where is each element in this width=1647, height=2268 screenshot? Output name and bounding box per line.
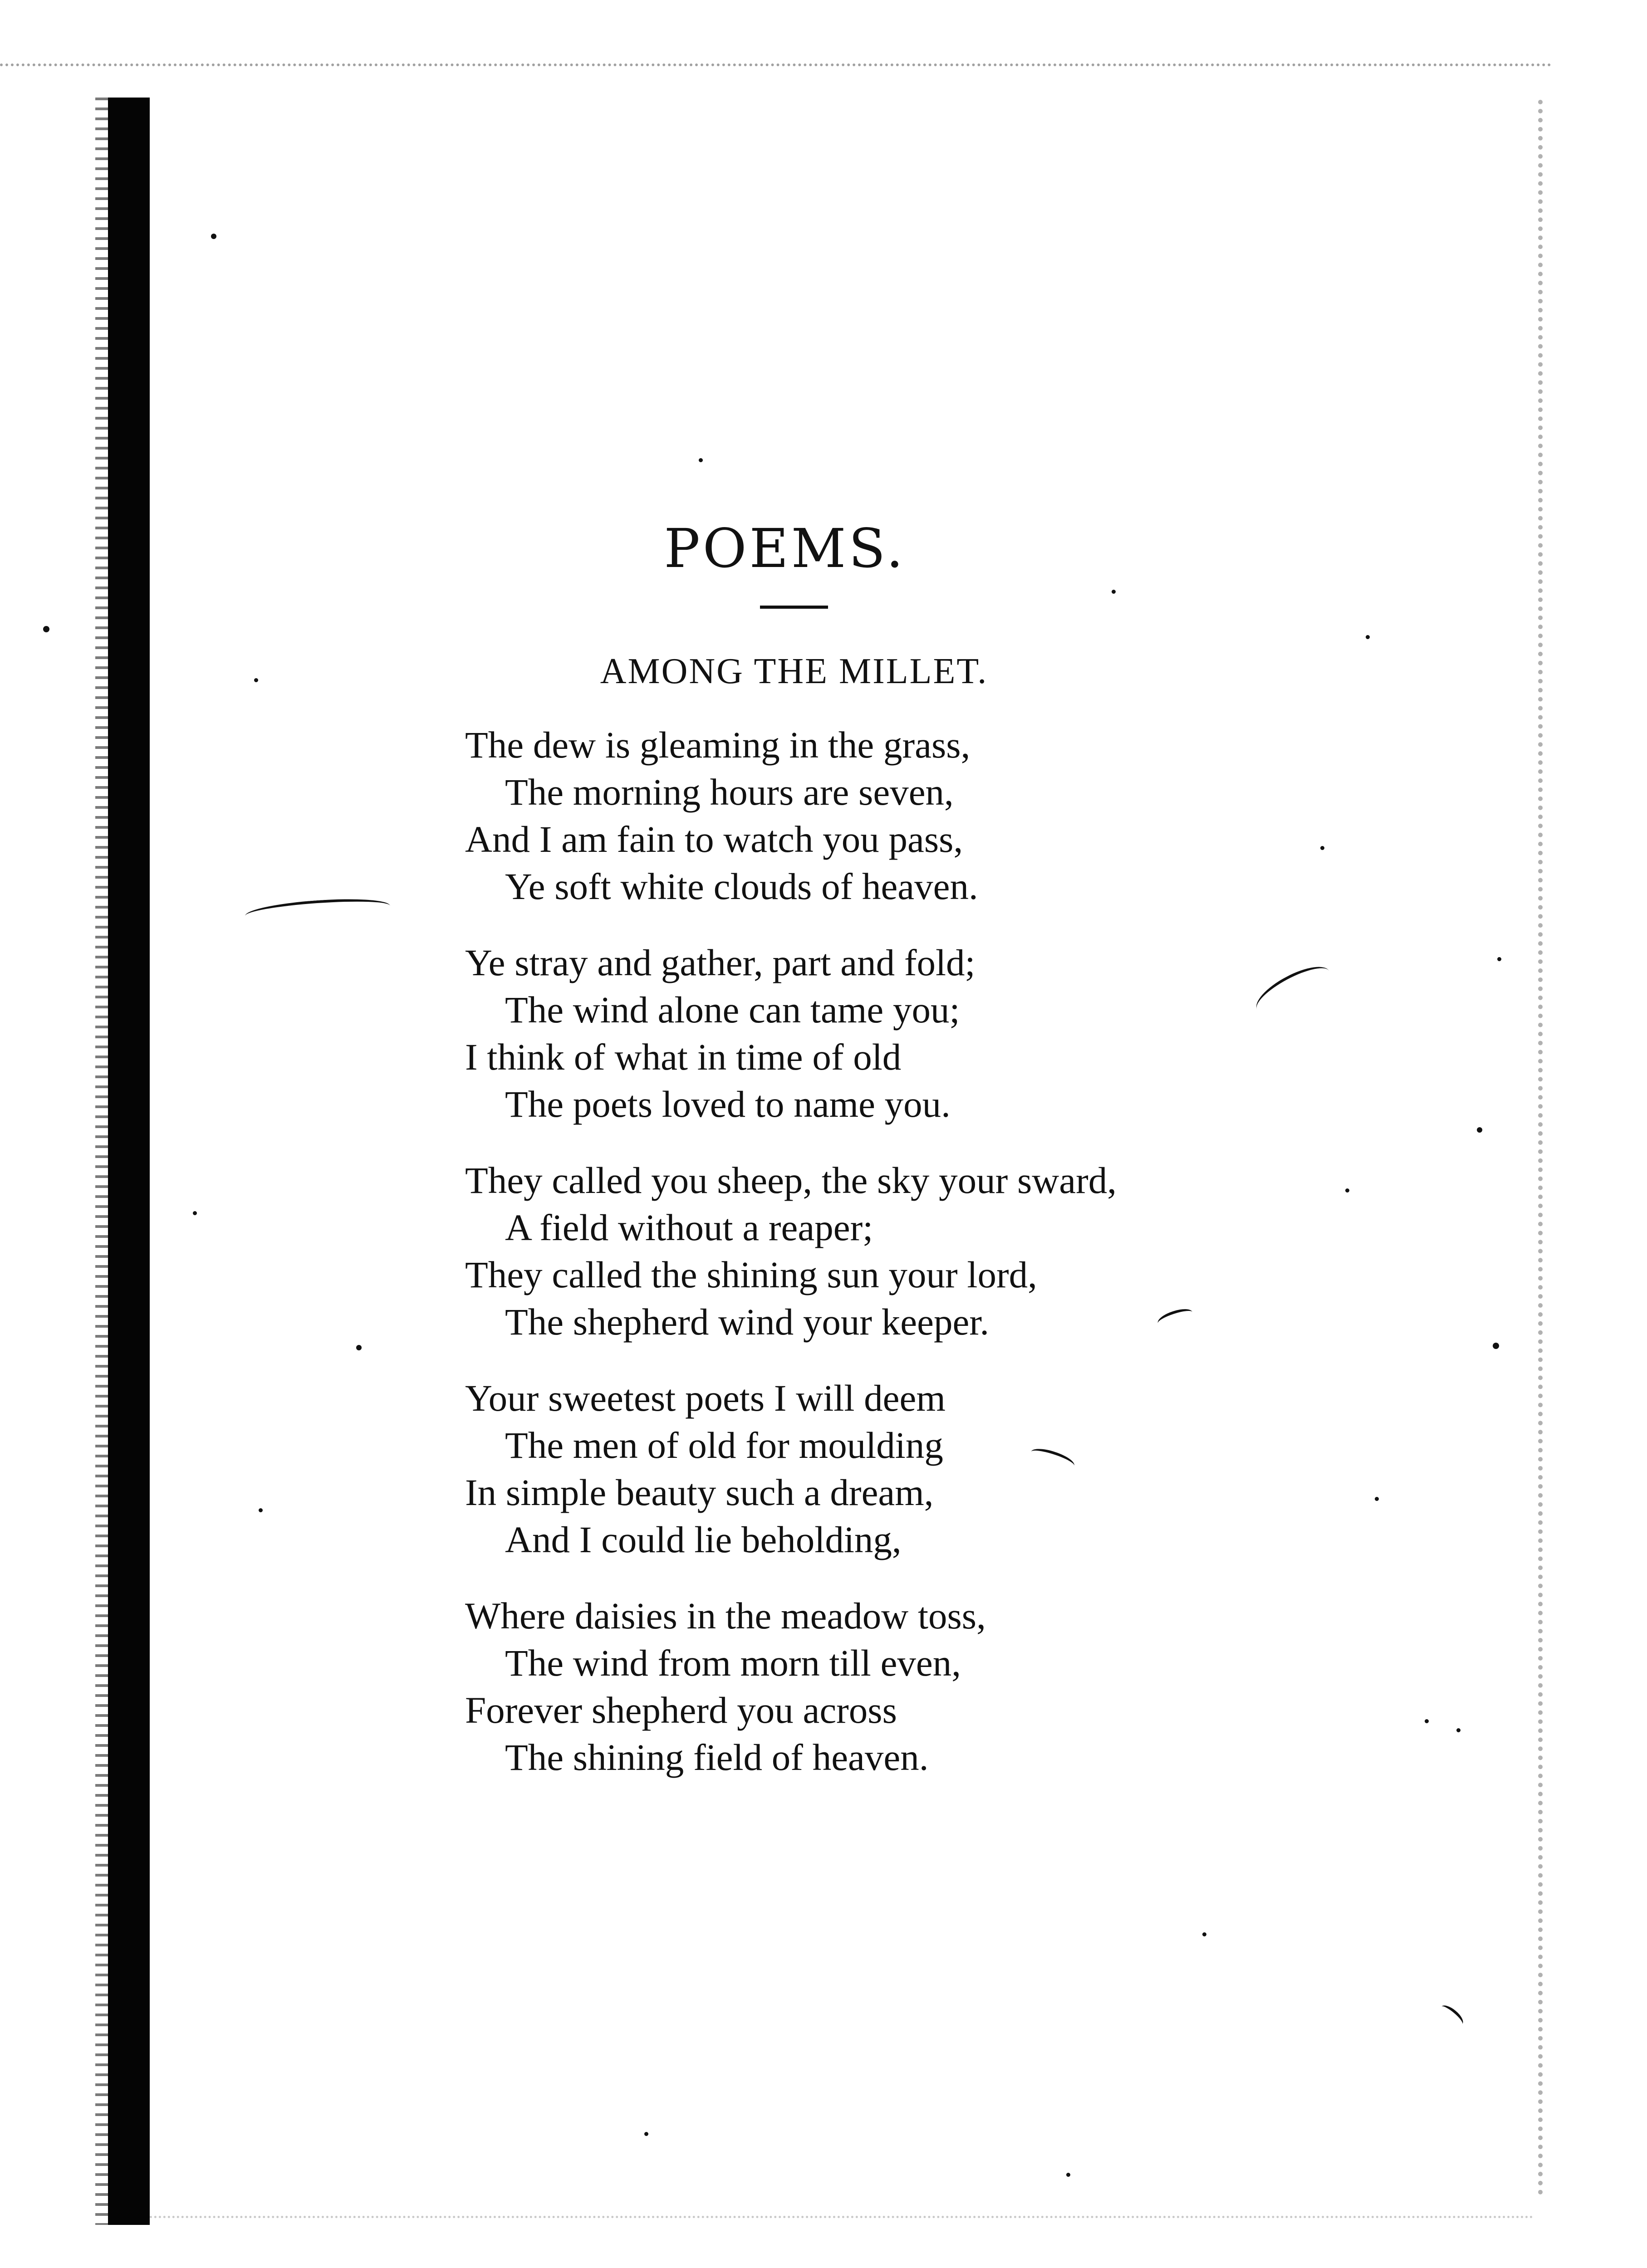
poem-line: Ye soft white clouds of heaven. [505,865,978,907]
ink-speck [1345,1188,1349,1193]
poem-line: They called you sheep, the sky your sward, [465,1159,1117,1201]
stanza-3 [465,1157,1236,1345]
stanza-1 [465,721,1236,910]
ink-speck [699,458,703,462]
poem-line: Where daisies in the meadow toss, [465,1595,986,1637]
poem-line: The men of old for moulding [505,1424,943,1466]
ink-speck [1066,2173,1070,2177]
ink-speck [1456,1728,1461,1732]
poem-line: The dew is gleaming in the grass, [465,724,971,766]
ink-speck [1202,1932,1206,1936]
ink-stroke-mark [245,895,391,926]
ink-speck [43,626,49,632]
ink-stroke-mark [1438,2002,1466,2028]
ink-speck [644,2132,648,2136]
ink-speck [1493,1343,1499,1349]
poem-title: AMONG THE MILLET. [600,651,988,691]
poem-line: The morning hours are seven, [505,771,954,813]
poem-line: A field without a reaper; [505,1207,873,1248]
poem-line: Ye stray and gather, part and fold; [465,942,975,983]
ink-speck [193,1211,197,1215]
ink-speck [254,678,258,682]
stanza-5 [465,1592,1236,1781]
ink-speck [356,1345,362,1350]
poem-line: In simple beauty such a dream, [465,1471,934,1513]
ink-speck [1112,590,1116,594]
poem-line: The shepherd wind your keeper. [505,1301,990,1343]
heading-rule [760,606,828,609]
ink-speck [259,1508,263,1512]
ink-speck [211,234,216,239]
poem-line: I think of what in time of old [465,1036,902,1078]
page-edge-bottom [136,2216,1534,2218]
stanza-4 [465,1374,1236,1563]
poem-body [465,721,1236,1810]
ink-speck [1320,846,1324,850]
page-edge-right [1538,100,1543,2195]
page-edge-top [0,64,1552,66]
ink-speck [1497,957,1501,961]
ink-stroke-mark [1250,958,1336,1023]
poem-line: And I could lie beholding, [505,1519,902,1560]
ink-speck [1366,635,1370,639]
poem-line: They called the shining sun your lord, [465,1254,1037,1295]
poem-line: The poets loved to name you. [505,1083,951,1125]
binding-shadow [108,98,150,2225]
poem-line: Forever shepherd you across [465,1689,897,1731]
poem-line: The shining field of heaven. [505,1736,929,1778]
page-heading: POEMS. [664,517,906,580]
poem-line: And I am fain to watch you pass, [465,818,963,860]
poem-line: The wind from morn till even, [505,1642,961,1684]
ink-speck [1425,1719,1429,1723]
stanza-2 [465,939,1236,1128]
ink-speck [1477,1127,1482,1133]
poem-line: The wind alone can tame you; [505,989,960,1031]
binding-edge-noise [95,98,108,2225]
ink-speck [1375,1497,1379,1501]
poem-line: Your sweetest poets I will deem [465,1377,946,1419]
